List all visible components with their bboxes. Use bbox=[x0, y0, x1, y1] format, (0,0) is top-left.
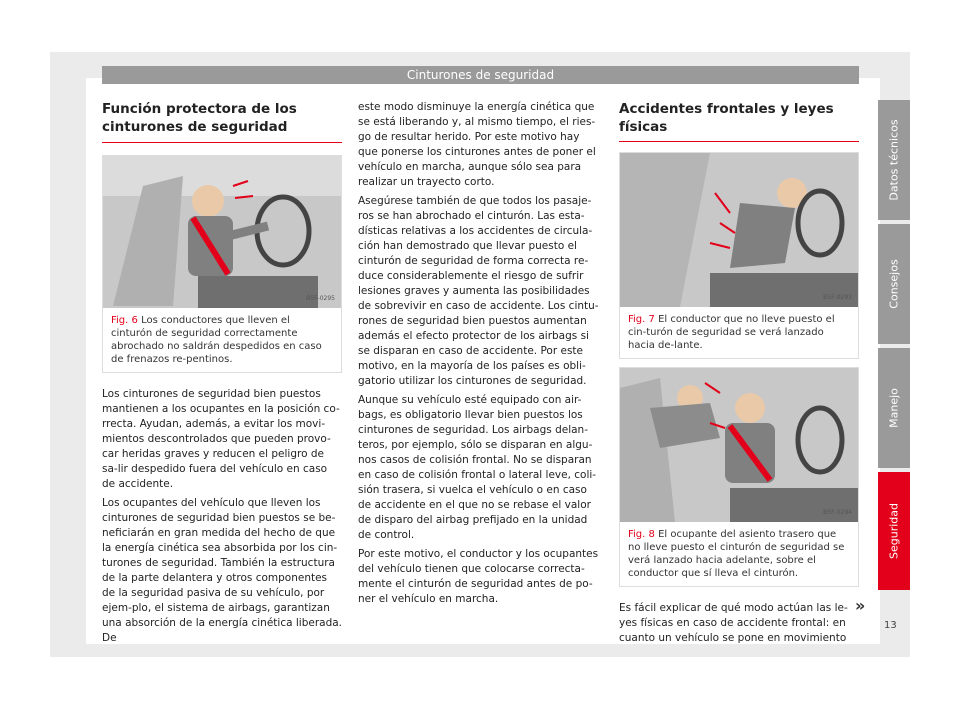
figure-6-text: Los conductores que lleven el cinturón de seguridad correctamente abrochado no saldrán despedidos en caso de frenazos re-pentinos. bbox=[111, 315, 322, 365]
figure-8-text: El ocupante del asiento trasero que no lleve puesto el cinturón de seguridad se verá lanzado hacia adelante, sobre el conductor que sí lleva el cinturón. bbox=[628, 529, 845, 579]
section-heading: Accidentes frontales y leyes físicas bbox=[619, 100, 859, 142]
section-heading: Función protectora de los cinturones de seguridad bbox=[102, 100, 342, 143]
belted-driver-illustration bbox=[103, 156, 341, 308]
figure-8 bbox=[619, 367, 859, 587]
tab-label: Seguridad bbox=[887, 503, 901, 559]
continue-icon: » bbox=[855, 596, 866, 615]
figure-7-image bbox=[620, 153, 858, 307]
tab-datos-tecnicos[interactable] bbox=[878, 100, 910, 220]
tab-label: Datos técnicos bbox=[887, 119, 901, 201]
figure-8-image bbox=[620, 368, 858, 522]
page-number: 13 bbox=[884, 620, 897, 631]
figure-8-label: Fig. 8 bbox=[628, 529, 655, 540]
figure-6 bbox=[102, 155, 342, 373]
paragraph: este modo disminuye la energía cinética que se está liberando y, al mismo tiempo, el ries-go de resultar herido. Por este motivo hay que ponerse los cinturones antes de poner el vehículo en marcha, aunque sólo sea para realizar un trayecto corto. bbox=[358, 101, 596, 188]
paragraph: Los ocupantes del vehículo que lleven los cinturones de seguridad bien puestos se be-neficiarán en gran medida del hecho de que la energía cinética sea absorbida por los cin-turones de seguridad. También la estructura de la parte delantera y otros componentes de la seguridad pasiva de su vehículo, por ejem-plo, el sistema de airbags, garantizan una absorción de la energía cinética liberada. De bbox=[102, 497, 343, 644]
tab-label: Manejo bbox=[887, 388, 901, 428]
paragraph: Asegúrese también de que todos los pasaje-ros se han abrochado el cinturón. Las esta-dísticas relativas a los accidentes de circula-ción han demostrado que llevar puesto el cinturón de seguridad de forma correcta re-duce considerablemente el riesgo de sufrir lesiones graves y aumenta las posibilidades de sobrevivir en caso de accidente. Los cintu-rones de seguridad bien puestos aumentan además el efecto protector de los airbags si se disparan en caso de accidente. Por este motivo, en la mayoría de los países es obli-gatorio utilizar los cinturones de seguridad. bbox=[358, 195, 599, 387]
figure-7-text: El conductor que no lleve puesto el cin-turón de seguridad se verá lanzado hacia de-lante. bbox=[628, 314, 835, 351]
paragraph: Los cinturones de seguridad bien puestos mantienen a los ocupantes en la posición co-rrecta. Ayudan, además, a evitar los movi-mientos descontrolados que pueden provo-car heridas graves y reducen el peligro de sa-lir despedido fuera del vehículo en caso de accidente. bbox=[102, 388, 340, 490]
figure-6-code: B5F-0295 bbox=[306, 295, 335, 302]
tab-manejo[interactable] bbox=[878, 348, 910, 468]
section-header: Cinturones de seguridad bbox=[102, 66, 859, 84]
figure-8-code: B5F-0294 bbox=[823, 509, 852, 516]
figure-7-caption bbox=[620, 307, 858, 358]
figure-6-label: Fig. 6 bbox=[111, 315, 138, 326]
paragraph: Por este motivo, el conductor y los ocupantes del vehículo tienen que colocarse correcta-mente el cinturón de seguridad antes de po-ner el vehículo en marcha. bbox=[358, 548, 599, 605]
figure-7-label: Fig. 7 bbox=[628, 314, 655, 325]
left-column bbox=[102, 100, 342, 650]
paragraph: Aunque su vehículo esté equipado con air-bags, es obligatorio llevar bien puestos los cinturones de seguridad. Los airbags delan-teros, por ejemplo, sólo se disparan en algu-nos casos de colisión frontal. No se disparan en caso de colisión frontal o lateral leve, coli-sión trasera, si vuelca el vehículo o en caso de accidente en el que no se rebase el valor de disparo del airbag prefijado en la unidad de control. bbox=[358, 394, 597, 541]
left-body bbox=[102, 387, 342, 646]
rear-passenger-illustration bbox=[620, 368, 858, 522]
figure-6-image bbox=[103, 156, 341, 308]
tab-label: Consejos bbox=[887, 259, 901, 309]
middle-column bbox=[358, 100, 602, 611]
paragraph: Es fácil explicar de qué modo actúan las le-yes físicas en caso de accidente frontal: en cuanto un vehículo se pone en movimiento bbox=[619, 602, 848, 644]
figure-7-code: B5F-0293 bbox=[823, 294, 852, 301]
figure-7 bbox=[619, 152, 859, 359]
figure-8-caption bbox=[620, 522, 858, 586]
tab-seguridad[interactable] bbox=[878, 472, 910, 590]
unbelted-driver-illustration bbox=[620, 153, 858, 307]
figure-6-caption bbox=[103, 308, 341, 372]
right-column bbox=[619, 100, 859, 650]
tab-consejos[interactable] bbox=[878, 224, 910, 344]
